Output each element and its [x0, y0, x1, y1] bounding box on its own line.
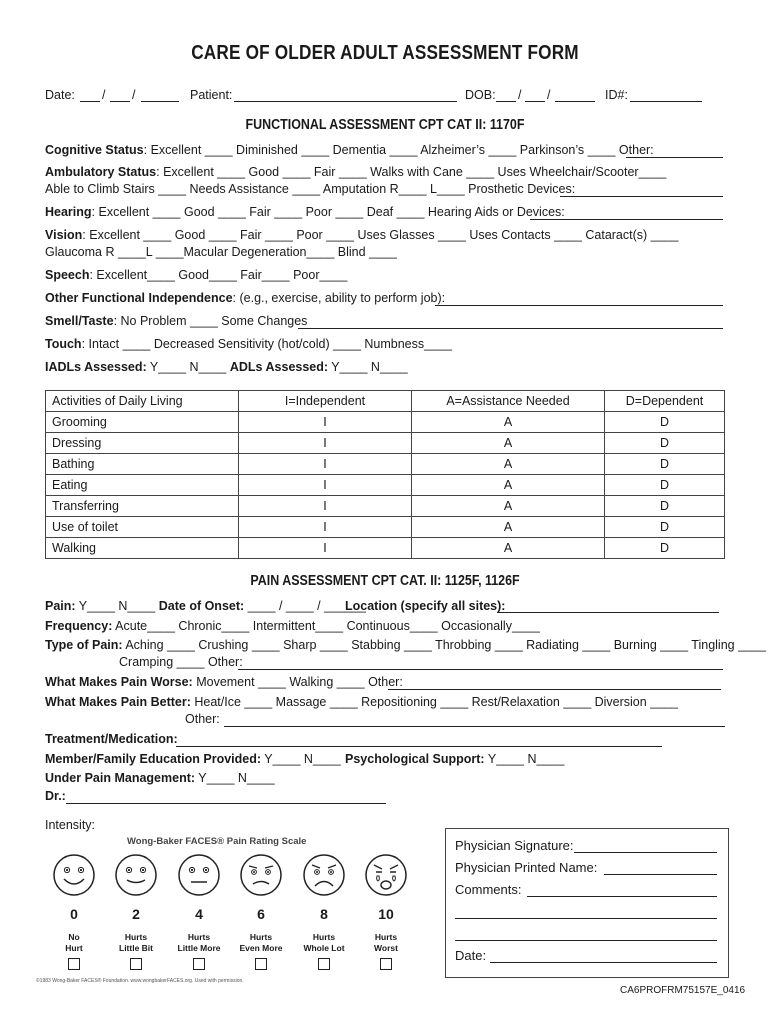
type-options: Aching ____ Crushing ____ Sharp ____ Stabbing ____ Throbbing ____ Radiating ____ Burning ____ Tingling ____	[122, 638, 766, 652]
type-label: Type of Pain:	[45, 638, 123, 652]
face-6-number: 6	[257, 906, 265, 922]
cognitive-label: Cognitive Status	[45, 143, 144, 157]
other-functional-row	[45, 291, 445, 305]
face-2-number: 2	[132, 906, 140, 922]
adl-a-option[interactable]: A	[412, 496, 605, 517]
dob-month-field[interactable]	[496, 101, 516, 102]
date-month-field[interactable]	[80, 101, 100, 102]
mgmt-label: Under Pain Management:	[45, 771, 196, 785]
table-row	[46, 496, 725, 517]
physician-signature-label: Physician Signature:	[455, 838, 574, 853]
intensity-label: Intensity:	[45, 818, 96, 832]
face-2-label-1: Hurts	[124, 932, 148, 942]
comments-label: Comments:	[455, 882, 522, 897]
frequency-label: Frequency:	[45, 619, 113, 633]
worse-row	[45, 675, 403, 689]
ambulatory-label: Ambulatory Status	[45, 165, 157, 179]
adl-activity: Eating	[46, 475, 239, 496]
adl-i-option[interactable]: I	[239, 454, 412, 475]
adl-i-option[interactable]: I	[239, 517, 412, 538]
adl-i-option[interactable]: I	[239, 496, 412, 517]
physician-printed-label: Physician Printed Name:	[455, 860, 598, 875]
form-title: CARE OF OLDER ADULT ASSESSMENT FORM	[191, 42, 579, 64]
ambulatory-row-2: Able to Climb Stairs ____ Needs Assistance ____ Amputation R____ L____ Prosthetic Devices:	[45, 182, 576, 196]
face-2-checkbox[interactable]	[130, 958, 142, 970]
adl-header-dependent: D=Dependent	[605, 391, 725, 412]
face-4-checkbox[interactable]	[193, 958, 205, 970]
vision-options: : Excellent ____ Good ____ Fair ____ Poor ____ Uses Glasses ____ Uses Contacts ____ Cataract(s) ____	[82, 228, 679, 242]
table-row	[46, 412, 725, 433]
pain-options: Y____ N____	[75, 599, 159, 613]
onset-options: ____ / ____ / ______	[244, 599, 366, 613]
location-field[interactable]	[497, 612, 719, 613]
face-6-icon	[239, 853, 283, 897]
education-row	[45, 752, 341, 766]
adl-header-row	[46, 391, 725, 412]
face-4-label	[164, 932, 234, 954]
physician-date-field[interactable]	[490, 962, 717, 963]
adl-activity: Use of toilet	[46, 517, 239, 538]
comments-field-1[interactable]	[527, 896, 717, 897]
face-2-icon	[114, 853, 158, 897]
better-row	[45, 695, 678, 709]
face-8-icon	[302, 853, 346, 897]
face-4-icon	[177, 853, 221, 897]
face-8-label-1: Hurts	[312, 932, 336, 942]
psych-row	[345, 752, 564, 766]
cognitive-other-field[interactable]	[626, 157, 723, 158]
dob-year-field[interactable]	[555, 101, 595, 102]
patient-field[interactable]	[234, 101, 457, 102]
adl-activity: Bathing	[46, 454, 239, 475]
smell-label: Smell/Taste	[45, 314, 114, 328]
frequency-row	[45, 619, 540, 633]
table-row	[46, 538, 725, 559]
dob-day-field[interactable]	[525, 101, 545, 102]
date-sep-2: /	[132, 88, 136, 102]
worse-label: What Makes Pain Worse:	[45, 675, 193, 689]
face-10-label-2: Worst	[374, 943, 398, 953]
adl-d-option[interactable]: D	[605, 517, 725, 538]
dr-label: Dr.:	[45, 789, 66, 803]
adl-a-option[interactable]: A	[412, 538, 605, 559]
adl-header-independent: I=Independent	[239, 391, 412, 412]
face-10-label	[351, 932, 421, 954]
face-4-label-2: Little More	[177, 943, 221, 953]
worse-other-field[interactable]	[388, 689, 721, 690]
face-6-label-2: Even More	[239, 943, 283, 953]
adls-label: ADLs Assessed:	[229, 360, 329, 374]
physician-date-label: Date:	[455, 948, 487, 963]
adl-activity: Dressing	[46, 433, 239, 454]
dr-field[interactable]	[66, 803, 386, 804]
touch-label: Touch	[45, 337, 82, 351]
mgmt-options: Y____ N____	[195, 771, 275, 785]
iadls-row	[45, 360, 408, 374]
adl-header-assistance: A=Assistance Needed	[412, 391, 605, 412]
face-2-label-2: Little Bit	[119, 943, 153, 953]
frequency-options: Acute____ Chronic____ Intermittent____ Continuous____ Occasionally____	[112, 619, 540, 633]
adl-a-option[interactable]: A	[412, 454, 605, 475]
hearing-aids-field[interactable]	[530, 219, 723, 220]
location-label: Location (specify all sites):	[345, 599, 506, 613]
adl-i-option[interactable]: I	[239, 433, 412, 454]
face-8-number: 8	[320, 906, 328, 922]
better-label: What Makes Pain Better:	[45, 695, 191, 709]
adl-a-option[interactable]: A	[412, 412, 605, 433]
pain-label: Pain:	[45, 599, 76, 613]
other-functional-field[interactable]	[435, 305, 723, 306]
face-0-icon	[52, 853, 96, 897]
table-row	[46, 454, 725, 475]
id-label: ID#:	[605, 88, 628, 102]
prosthetic-field[interactable]	[560, 196, 723, 197]
better-options: Heat/Ice ____ Massage ____ Repositioning ____ Rest/Relaxation ____ Diversion ____	[190, 695, 678, 709]
face-6-label-1: Hurts	[249, 932, 273, 942]
adl-d-option[interactable]: D	[605, 433, 725, 454]
adl-d-option[interactable]: D	[605, 412, 725, 433]
dob-sep-2: /	[547, 88, 551, 102]
face-10-number: 10	[378, 906, 394, 922]
type-other-field[interactable]	[238, 669, 723, 670]
dob-sep: /	[518, 88, 522, 102]
speech-options: : Excellent____ Good____ Fair____ Poor____	[89, 268, 348, 282]
face-10-checkbox[interactable]	[380, 958, 392, 970]
faces-scale-title: Wong-Baker FACES® Pain Rating Scale	[127, 836, 307, 847]
other-functional-options: : (e.g., exercise, ability to perform job):	[232, 291, 446, 305]
face-6-checkbox[interactable]	[255, 958, 267, 970]
adl-i-option[interactable]: I	[239, 538, 412, 559]
speech-row	[45, 268, 347, 282]
smell-options: : No Problem ____ Some Changes	[113, 314, 308, 328]
mgmt-row	[45, 771, 275, 785]
dob-label: DOB:	[465, 88, 496, 102]
touch-options: : Intact ____ Decreased Sensitivity (hot/cold) ____ Numbness____	[81, 337, 452, 351]
face-6-label	[226, 932, 296, 954]
comments-field-3[interactable]	[455, 940, 717, 941]
treatment-field[interactable]	[176, 746, 662, 747]
adl-activity: Grooming	[46, 412, 239, 433]
form-code: CA6PROFRM75157E_0416	[620, 985, 746, 996]
treatment-label: Treatment/Medication:	[45, 732, 178, 746]
adl-d-option[interactable]: D	[605, 454, 725, 475]
table-row	[46, 475, 725, 496]
face-10-icon	[364, 853, 408, 897]
iadls-label: IADLs Assessed:	[45, 360, 147, 374]
date-year-field[interactable]	[141, 101, 179, 102]
type-row-2: Cramping ____ Other:	[119, 655, 243, 669]
type-row	[45, 638, 766, 652]
adl-i-option[interactable]: I	[239, 475, 412, 496]
psych-options: Y____ N____	[484, 752, 565, 766]
vision-row-2: Glaucoma R ____L ____Macular Degeneration____ Blind ____	[45, 245, 397, 259]
adl-a-option[interactable]: A	[412, 517, 605, 538]
psych-label: Psychological Support:	[345, 752, 485, 766]
speech-label: Speech	[45, 268, 90, 282]
ambulatory-options: : Excellent ____ Good ____ Fair ____ Walks with Cane ____ Uses Wheelchair/Scooter____	[156, 165, 667, 179]
onset-label: Date of Onset:	[158, 599, 245, 613]
adl-activity: Walking	[46, 538, 239, 559]
face-0-label-1: No	[68, 932, 80, 942]
adl-d-option[interactable]: D	[605, 475, 725, 496]
adl-a-option[interactable]: A	[412, 475, 605, 496]
id-field[interactable]	[630, 101, 702, 102]
better-other-field[interactable]	[224, 726, 725, 727]
face-8-label	[289, 932, 359, 954]
adl-d-option[interactable]: D	[605, 496, 725, 517]
faces-copyright: ©1983 Wong-Baker FACES® Foundation. www.wongbakerFACES.org. Used with permission.	[36, 978, 244, 984]
table-row	[46, 517, 725, 538]
worse-options: Movement ____ Walking ____ Other:	[192, 675, 403, 689]
date-label: Date:	[45, 88, 75, 102]
adl-a-option[interactable]: A	[412, 433, 605, 454]
table-row	[46, 433, 725, 454]
face-0-checkbox[interactable]	[68, 958, 80, 970]
adl-i-option[interactable]: I	[239, 412, 412, 433]
vision-label: Vision	[45, 228, 83, 242]
comments-field-2[interactable]	[455, 918, 717, 919]
adl-table	[45, 390, 725, 559]
adls-options: Y____ N____	[328, 360, 408, 374]
hearing-options: : Excellent ____ Good ____ Fair ____ Poor ____ Deaf ____ Hearing Aids or Devices:	[91, 205, 565, 219]
face-0-number: 0	[70, 906, 78, 922]
face-8-checkbox[interactable]	[318, 958, 330, 970]
pain-heading: PAIN ASSESSMENT CPT CAT. II: 1125F, 1126F	[250, 573, 520, 589]
iadls-options: Y____ N____	[146, 360, 230, 374]
adl-activity: Transferring	[46, 496, 239, 517]
physician-signature-field[interactable]	[574, 852, 717, 853]
face-0-label-2: Hurt	[65, 943, 83, 953]
adl-d-option[interactable]: D	[605, 538, 725, 559]
pain-row	[45, 599, 366, 613]
face-0-label	[39, 932, 109, 954]
date-sep: /	[102, 88, 106, 102]
date-day-field[interactable]	[110, 101, 130, 102]
face-10-label-1: Hurts	[374, 932, 398, 942]
cognitive-options: : Excellent ____ Diminished ____ Dementia ____ Alzheimer’s ____ Parkinson’s ____ Other:	[143, 143, 654, 157]
touch-row	[45, 337, 452, 351]
education-options: Y____ N____	[261, 752, 341, 766]
adl-header-activity: Activities of Daily Living	[46, 391, 239, 412]
vision-row	[45, 228, 678, 242]
hearing-label: Hearing	[45, 205, 92, 219]
smell-changes-field[interactable]	[298, 328, 723, 329]
face-4-label-1: Hurts	[187, 932, 211, 942]
ambulatory-row	[45, 165, 666, 179]
hearing-row	[45, 205, 565, 219]
face-2-label	[101, 932, 171, 954]
patient-label: Patient:	[190, 88, 233, 102]
physician-printed-field[interactable]	[604, 874, 717, 875]
other-functional-label: Other Functional Independence	[45, 291, 233, 305]
education-label: Member/Family Education Provided:	[45, 752, 262, 766]
face-8-label-2: Whole Lot	[303, 943, 345, 953]
face-4-number: 4	[195, 906, 203, 922]
smell-row	[45, 314, 307, 328]
better-row-2: Other:	[185, 712, 220, 726]
cognitive-row	[45, 143, 654, 157]
functional-heading: FUNCTIONAL ASSESSMENT CPT CAT II: 1170F	[245, 117, 525, 133]
